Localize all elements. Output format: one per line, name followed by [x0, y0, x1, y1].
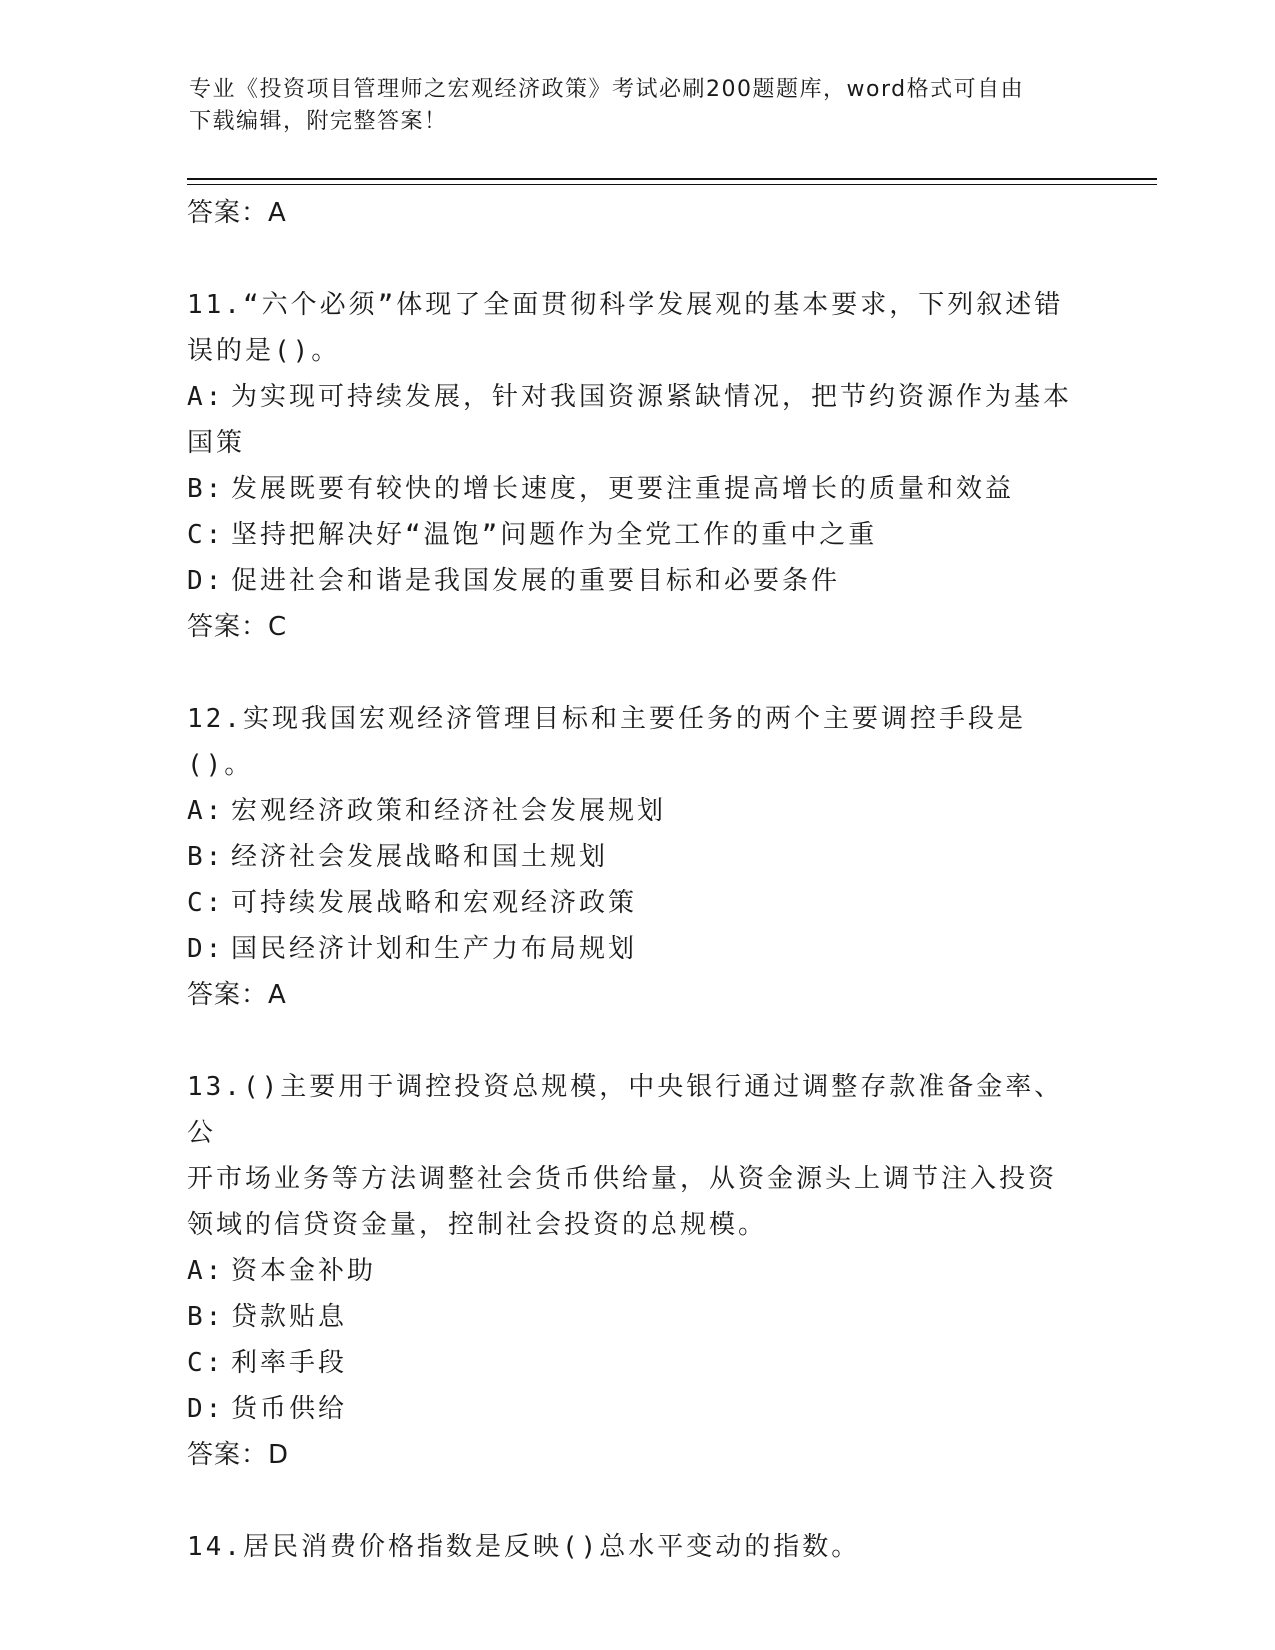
- question-stem-line: 开市场业务等方法调整社会货币供给量，从资金源头上调节注入投资: [187, 1164, 1058, 1194]
- question-spacer: [187, 1478, 1087, 1524]
- option-label: A:: [187, 1256, 225, 1286]
- option-label: B:: [187, 474, 225, 504]
- option-text: 货币供给: [231, 1394, 348, 1424]
- option-line: [187, 1386, 1087, 1432]
- question-list: [187, 190, 1087, 1570]
- option-line: [187, 880, 1087, 926]
- option-text: 发展既要有较快的增长速度，更要注重提高增长的质量和效益: [231, 474, 1015, 504]
- option-line: [187, 834, 1087, 880]
- header-line-2: 下载编辑，附完整答案！: [189, 109, 448, 134]
- option-line: [187, 1340, 1087, 1386]
- question-stem-line: 11.“六个必须”体现了全面贯彻科学发展观的基本要求，下列叙述错: [187, 290, 1064, 320]
- option-line: [187, 420, 1087, 466]
- option-text: 宏观经济政策和经济社会发展规划: [231, 796, 667, 826]
- option-label: C:: [187, 1348, 225, 1378]
- option-label: D:: [187, 934, 225, 964]
- question-block: [187, 1478, 1087, 1570]
- option-text: 国民经济计划和生产力布局规划: [231, 934, 638, 964]
- option-label: D:: [187, 566, 225, 596]
- option-line: [187, 558, 1087, 604]
- option-label: A:: [187, 796, 225, 826]
- option-text: 经济社会发展战略和国土规划: [231, 842, 609, 872]
- option-label: B:: [187, 842, 225, 872]
- question-spacer: [187, 236, 1087, 282]
- option-label: B:: [187, 1302, 225, 1332]
- option-line: [187, 512, 1087, 558]
- option-text: 国策: [187, 428, 246, 458]
- question-stem-line: 12.实现我国宏观经济管理目标和主要任务的两个主要调控手段是()。: [187, 704, 1026, 780]
- question-block: [187, 236, 1087, 650]
- option-line: [187, 788, 1087, 834]
- question-stem-line: 领域的信贷资金量，控制社会投资的总规模。: [187, 1210, 768, 1240]
- option-text: 坚持把解决好“温饱”问题作为全党工作的重中之重: [231, 520, 878, 550]
- option-label: C:: [187, 520, 225, 550]
- option-line: [187, 374, 1087, 420]
- option-label: D:: [187, 1394, 225, 1424]
- option-text: 资本金补助: [231, 1256, 377, 1286]
- option-label: C:: [187, 888, 225, 918]
- option-line: [187, 1248, 1087, 1294]
- option-line: [187, 1294, 1087, 1340]
- answer-line: 答案：A: [187, 980, 287, 1010]
- option-label: A:: [187, 382, 225, 412]
- document-header: [189, 74, 1089, 138]
- header-rule-thick: [187, 178, 1157, 180]
- header-rule-thin: [187, 184, 1157, 185]
- question-stem-line: 误的是()。: [187, 336, 341, 366]
- option-text: 为实现可持续发展，针对我国资源紧缺情况，把节约资源作为基本: [231, 382, 1073, 412]
- answer-line: 答案：D: [187, 1440, 290, 1470]
- option-text: 促进社会和谐是我国发展的重要目标和必要条件: [231, 566, 841, 596]
- previous-answer: 答案：A: [187, 198, 287, 228]
- header-line-1: 专业《投资项目管理师之宏观经济政策》考试必刷200题题库，word格式可自由: [189, 77, 1025, 102]
- question-stem-line: 13.()主要用于调控投资总规模，中央银行通过调整存款准备金率、公: [187, 1072, 1064, 1148]
- option-line: [187, 926, 1087, 972]
- option-text: 利率手段: [231, 1348, 348, 1378]
- answer-line: 答案：C: [187, 612, 288, 642]
- option-line: [187, 466, 1087, 512]
- question-spacer: [187, 650, 1087, 696]
- option-text: 可持续发展战略和宏观经济政策: [231, 888, 638, 918]
- question-block: [187, 1018, 1087, 1478]
- question-block: [187, 650, 1087, 1018]
- question-spacer: [187, 1018, 1087, 1064]
- question-stem-line: 14.居民消费价格指数是反映()总水平变动的指数。: [187, 1532, 861, 1562]
- option-text: 贷款贴息: [231, 1302, 348, 1332]
